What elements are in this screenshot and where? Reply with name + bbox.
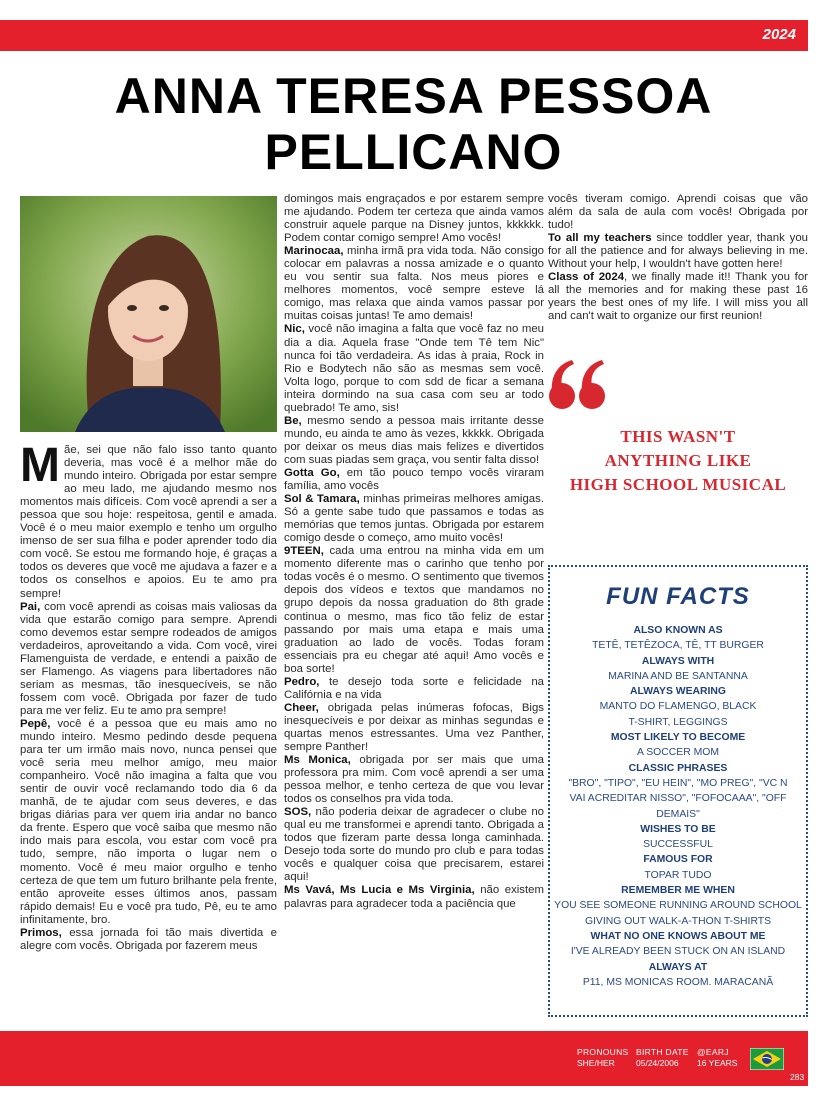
paragraph-pedro — [284, 676, 544, 702]
paragraph-class-of-2024 — [548, 271, 808, 323]
letter-column-1 — [20, 444, 277, 1018]
name: To all my teachers — [548, 232, 652, 245]
name: Ms Monica, — [284, 754, 351, 767]
text: com você aprendi as coisas mais valiosas da vida que estarão comigo para sempre. Aprendi como devemos estar sempre rodeados de amigos verdadeiros, aproveitando a vida. Com você, virei Flamenguista de verdade, e entendi a paixão de ser Flamengo. As viagens para libertadores não seriam as mesmas, tão inesquecíveis, se não fossem com você. Obrigada por fazer de tudo para me ver feliz. Eu te amo pra sempre! — [20, 600, 277, 717]
fun-fact-label: ALWAYS WITH — [641, 655, 715, 667]
footer-value: 05/24/2006 — [636, 1058, 679, 1068]
fun-fact-label: CLASSIC PHRASES — [628, 762, 728, 774]
footer-label: @EARJ — [697, 1047, 729, 1057]
fun-facts-box — [548, 565, 808, 1017]
header-bar — [0, 20, 808, 51]
text: não existem palavras para agradecer toda a paciência que — [284, 884, 544, 910]
paragraph-pepe — [20, 718, 277, 927]
footer-label: BIRTH DATE — [636, 1047, 689, 1057]
fun-fact-value: MARINA AND BE SANTANNA — [608, 670, 748, 682]
paragraph-ms-monica — [284, 754, 544, 806]
fun-fact-label: WHAT NO ONE KNOWS ABOUT ME — [590, 930, 766, 942]
drop-cap: M — [20, 444, 60, 492]
text: minhas primeiras melhores amigas. Só a gente sabe tudo que passamos e todas as memórias que temos juntas. Obrigada por estarem comigo desde o começo, amo muito vocês! — [284, 493, 544, 545]
name: Cheer, — [284, 701, 319, 714]
letter-column-2 — [284, 193, 544, 1018]
fun-fact-value: YOU SEE SOMEONE RUNNING AROUND SCHOOL GIVING OUT WALK-A-THON T-SHIRTS — [554, 900, 802, 927]
footer-label: PRONOUNS — [577, 1047, 629, 1057]
brazil-flag-icon — [750, 1048, 784, 1070]
fun-fact-label: FAMOUS FOR — [643, 854, 713, 866]
fun-fact-item — [554, 730, 802, 761]
footer-birth-date — [636, 1047, 689, 1069]
fun-fact-item — [554, 883, 802, 929]
name: Sol & Tamara, — [284, 493, 360, 506]
portrait-illustration — [20, 196, 277, 432]
fun-fact-item — [554, 761, 802, 822]
name: Nic, — [284, 323, 305, 336]
text: te desejo toda sorte e felicidade na Califórnia e na vida — [284, 675, 544, 701]
name: Pedro, — [284, 675, 320, 688]
fun-fact-item — [554, 654, 802, 685]
fun-fact-item — [554, 822, 802, 853]
paragraph-mae — [20, 444, 277, 601]
name: Primos, — [20, 926, 62, 939]
letter-column-3 — [548, 193, 808, 353]
text: ãe, sei que não falo isso tanto quanto deveria, mas você é a melhor mãe do mundo inteiro. Obrigada por estar sempre ao meu lado, me ajudando mesmo nos momentos mais difíceis. Com você aprendi a ser a pessoa que sou hoje: respeitosa, gentil e amada. Você é o meu maior exemplo e tenho um orgulho imenso de ser sua filha e poder aprender todo dia com você. Se estou me formando hoje, é graças a todos os deveres que você me ajudava a fazer e a todos os conselhos e apoios. Eu te amo pra sempre! — [20, 444, 277, 600]
text: obrigada pelas inúmeras fofocas, Bigs inesquecíveis e por deixar as minhas segundas e quartas menos estressantes. Uma vez Panther, sempre Panther! — [284, 701, 544, 753]
quote-line-1: THIS WASN'T — [620, 427, 736, 446]
page-title — [0, 68, 827, 180]
fun-fact-item — [554, 852, 802, 883]
fun-fact-value: "BRO", "TIPO", "EU HEIN", "MO PREG", "VC N VAI ACREDITAR NISSO", "FOFOCAAA", "OFF DEMAIS" — [568, 777, 788, 820]
name: Be, — [284, 414, 302, 427]
paragraph-9teen — [284, 545, 544, 675]
name: Ms Vavá, Ms Lucia e Ms Virginia, — [284, 884, 475, 897]
fun-facts-title: FUN FACTS — [606, 583, 750, 610]
page-number: 283 — [790, 1072, 805, 1082]
fun-fact-label: ALSO KNOWN AS — [633, 625, 723, 636]
footer-value: 16 YEARS — [697, 1058, 738, 1068]
name: Gotta Go, — [284, 466, 340, 479]
paragraph-all-teachers — [548, 232, 808, 271]
quote-line-2: ANYTHING LIKE — [604, 451, 752, 470]
fun-fact-value: A SOCCER MOM — [637, 747, 719, 759]
paragraph-sol-tamara — [284, 493, 544, 545]
fun-fact-value: TOPAR TUDO — [644, 869, 712, 881]
paragraph-teachers-br — [284, 884, 544, 910]
footer-earj — [697, 1047, 737, 1069]
paragraph-sos — [284, 806, 544, 884]
fun-fact-item — [554, 960, 802, 991]
quote-line-3: HIGH SCHOOL MUSICAL — [569, 475, 787, 494]
title-line-1: ANNA TERESA PESSOA — [114, 68, 713, 124]
footer-pronouns — [577, 1047, 629, 1069]
fun-fact-item — [554, 623, 802, 654]
pull-quote — [560, 425, 796, 497]
paragraph-nic — [284, 323, 544, 414]
name: SOS, — [284, 806, 312, 819]
title-line-2: PELLICANO — [264, 124, 563, 180]
paragraph-teachers-br-cont: vocês tiveram comigo. Aprendi coisas que vão além da sala de aula com vocês! Obrigada por tudo! — [548, 193, 808, 232]
text: você não imagina a falta que você faz no meu dia a dia. Aquela frase "Onde tem Tê tem Nic" nunca foi tão verdadeira. As idas à praia, Rock in Rio e Bodytech não são as mesmas sem você. Volta logo, porque to com sdd de ficar a semana inteira dormindo na sua casa com seu ar todo quebrado! Te amo, sis! — [284, 323, 544, 414]
fun-fact-label: REMEMBER ME WHEN — [621, 885, 735, 897]
fun-fact-value: MANTO DO FLAMENGO, BLACK T-SHIRT, LEGGINGS — [599, 701, 757, 728]
student-portrait — [20, 196, 277, 432]
text: obrigada por ser mais que uma professora pra mim. Com você aprendi a ser uma pessoa melhor, e tenho certeza de que vou levar todos os conselhos pra vida toda. — [284, 754, 544, 806]
text: since toddler year, thank you for all the patience and for always believing in me. Without your help, I wouldn't have gotten here! — [548, 232, 808, 271]
fun-fact-value: SUCCESSFUL — [643, 839, 713, 851]
quote-mark-icon — [548, 358, 608, 412]
text: minha irmã pra vida toda. Não consigo colocar em palavras a nossa amizade e o quanto eu vou sentir sua falta. Nos meus piores e melhores momentos, você sempre esteve lá comigo, mas relaxa que ainda vamos passar por muitas coisas juntas! Te amo demais! — [284, 245, 544, 323]
fun-fact-value: P11, MS MONICAS ROOM. MARACANÃ — [582, 976, 774, 988]
name: Pai, — [20, 600, 41, 613]
paragraph-marinocaa — [284, 245, 544, 323]
fun-fact-label: ALWAYS AT — [648, 961, 708, 973]
footer-value: SHE/HER — [577, 1058, 615, 1068]
fun-fact-label: ALWAYS WEARING — [629, 686, 727, 698]
name: 9TEEN, — [284, 545, 324, 558]
text: cada uma entrou na minha vida em um momento diferente mas o carinho que tenho por todas vocês é o mesmo. O sentimento que tivemos depois dos vídeos e textos que mandamos no grupo depois da nossa graduation do 8th grade continua o mesmo, mas fico tão feliz de estar passando por mais uma etapa e mais uma graduation ao lado de vocês. Todas foram essenciais pra eu chegar até aqui! Amo vocês e boa sorte! — [284, 545, 544, 675]
text: essa jornada foi tão mais divertida e alegre com vocês. Obrigada por fazerem meus — [20, 926, 277, 952]
text: em tão pouco tempo vocês viraram família, amo vocês — [284, 466, 544, 493]
name: Marinocaa, — [284, 245, 344, 258]
paragraph-primos — [20, 927, 277, 953]
fun-fact-label: MOST LIKELY TO BECOME — [610, 732, 746, 744]
header-year: 2024 — [762, 26, 796, 43]
fun-fact-value: TETÊ, TETÊZOCA, TÊ, TT BURGER — [592, 640, 764, 652]
fun-fact-item — [554, 684, 802, 730]
name: Pepê, — [20, 717, 51, 730]
paragraph-pai — [20, 601, 277, 718]
text: mesmo sendo a pessoa mais irritante desse mundo, eu ainda te amo às vezes, kkkkk. Obrigada por deixar os meus dias mais felizes e divertidos com suas piadas sem graça, vou sentir falta disso! — [284, 414, 544, 466]
paragraph-gotta-go — [284, 467, 544, 493]
paragraph-be — [284, 415, 544, 467]
fun-fact-value: I'VE ALREADY BEEN STUCK ON AN ISLAND — [570, 946, 786, 958]
fun-fact-label: WISHES TO BE — [640, 823, 716, 835]
paragraph-primos-cont: domingos mais engraçados e por estarem sempre me ajudando. Podem ter certeza que ainda vamos construir aquele parque na Disney juntos, kkkkkk. Podem contar comigo sempre! Amo vocês! — [284, 193, 544, 245]
text: você é a pessoa que eu mais amo no mundo inteiro. Mesmo pedindo desde pequena para ter um irmão mais novo, nunca pensei que você seria meu melhor amigo, meu maior companheiro. Você não imagina a falta que vou sentir de ouvir você reclamando todo dia 6 da manhã, de te ajudar com seus deveres, e das brigas diárias para ver quem iria andar no banco da frente. Espero que você saiba que mesmo não indo mais para escola, vou estar com você pra tudo, sempre, não importa o lugar nem o momento. Você é meu maior orgulho e tenho certeza de que tem um futuro brilhante pela frente, então aproveite esses últimos anos, passam rápido demais! Eu e você pra tudo, Pê, eu te amo infinitamente, bro. — [20, 717, 277, 926]
text: , we finally made it!! Thank you for all the memories and for making these past 16 years the best ones of my life. I will miss you all and can't wait to organize our first reunion! — [548, 271, 808, 323]
paragraph-cheer — [284, 702, 544, 754]
text: não poderia deixar de agradecer o clube no qual eu me transformei e aprendi tanto. Obrigada a todos que fizeram parte dessa longa caminhada. Desejo toda sorte do mundo pro club e para todas vocês e qualquer coisa que precisarem, estarei aqui! — [284, 806, 544, 884]
fun-fact-item — [554, 929, 802, 960]
name: Class of 2024 — [548, 271, 625, 284]
